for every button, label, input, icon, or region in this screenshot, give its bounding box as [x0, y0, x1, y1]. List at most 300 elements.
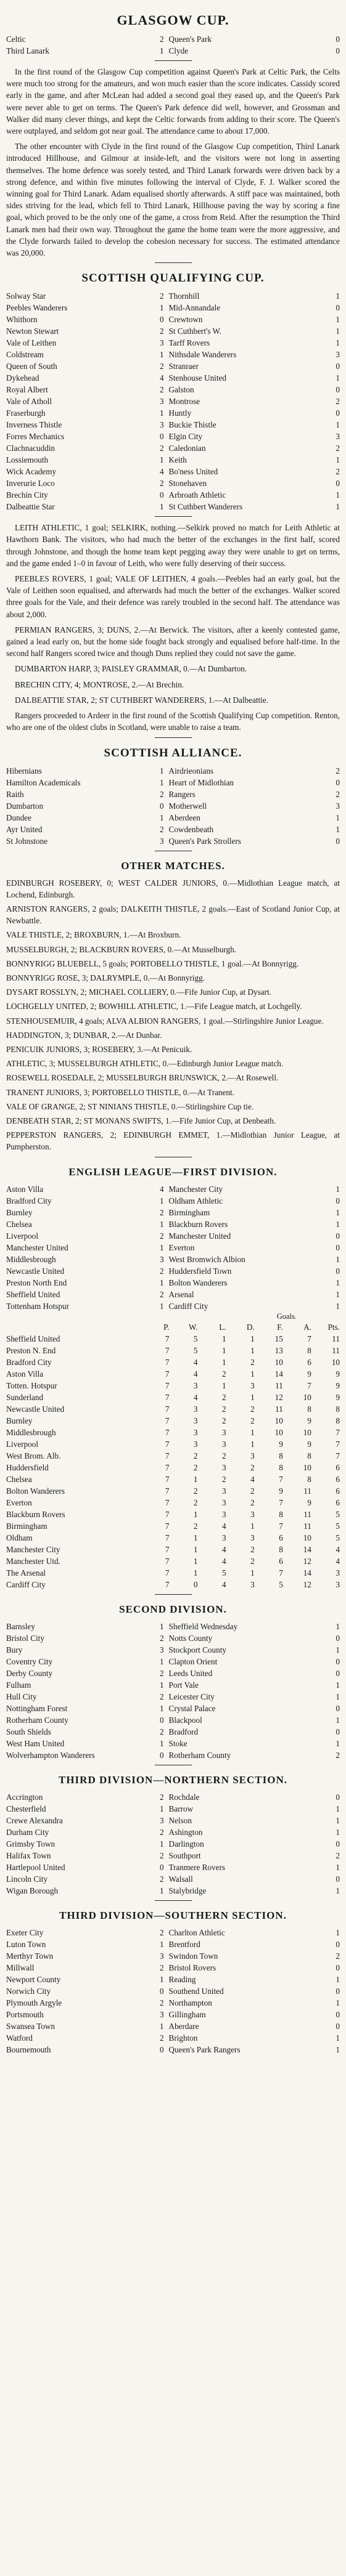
- won: 4: [193, 1369, 198, 1379]
- away-team: Walsall: [168, 1874, 193, 1884]
- away-score: 0: [336, 1939, 340, 1949]
- home-score: 0: [159, 801, 164, 811]
- third-south-heading: THIRD DIVISION—SOUTHERN SECTION.: [59, 1909, 287, 1921]
- home-team: St Johnstone: [6, 836, 48, 846]
- team-name: Huddersfield: [6, 1462, 49, 1472]
- team-name: Aston Villa: [6, 1369, 44, 1379]
- result-row: [6, 1183, 340, 1195]
- lost: 1: [222, 1334, 226, 1343]
- away-score: 1: [336, 1827, 340, 1837]
- goals-against: 10: [303, 1392, 311, 1402]
- result-row: [6, 1927, 340, 1938]
- away-team: Notts County: [168, 1633, 213, 1643]
- result-row: [6, 1656, 340, 1667]
- home-score: 2: [159, 1231, 164, 1241]
- won: 5: [193, 1345, 198, 1355]
- result-row: [6, 431, 340, 442]
- played: 7: [165, 1497, 170, 1507]
- result-row: [6, 788, 340, 800]
- away-team: Galston: [168, 385, 194, 395]
- league-table-row: [6, 1356, 340, 1368]
- home-score: 2: [159, 385, 164, 395]
- points: 9: [336, 1392, 340, 1402]
- home-team: Tottenham Hotspur: [6, 1301, 69, 1311]
- home-score: 1: [159, 1196, 164, 1205]
- league-table-row: [6, 1567, 340, 1579]
- lost: 4: [222, 1556, 226, 1566]
- away-score: 1: [336, 1278, 340, 1287]
- home-score: 1: [159, 1839, 164, 1849]
- away-team: Barrow: [168, 1804, 194, 1813]
- away-score: 0: [336, 1266, 340, 1276]
- played: 7: [165, 1439, 170, 1449]
- home-score: 2: [159, 1827, 164, 1837]
- result-row: [6, 1950, 340, 1962]
- away-score: 1: [336, 1621, 340, 1631]
- result-row: [6, 1873, 340, 1885]
- away-team: Bradford: [168, 1727, 199, 1736]
- won: 3: [193, 1427, 198, 1437]
- away-team: Arsenal: [168, 1289, 194, 1299]
- home-team: Millwall: [6, 1962, 35, 1972]
- home-score: 2: [159, 1668, 164, 1678]
- home-team: Portsmouth: [6, 2009, 44, 2019]
- goals-against: 7: [307, 1334, 311, 1343]
- home-score: 4: [159, 467, 164, 477]
- away-score: 1: [336, 824, 340, 834]
- league-table-row: [6, 1438, 340, 1450]
- result-row: [6, 33, 340, 45]
- home-team: Dundee: [6, 812, 32, 822]
- result-row: [6, 360, 340, 372]
- third-north-heading: THIRD DIVISION—NORTHERN SECTION.: [59, 1773, 287, 1786]
- points: 9: [336, 1380, 340, 1390]
- away-team: Blackpool: [168, 1715, 202, 1725]
- result-row: [6, 1838, 340, 1850]
- points: 3: [336, 1568, 340, 1578]
- points: 7: [336, 1451, 340, 1460]
- away-score: 0: [336, 408, 340, 418]
- drawn: 2: [250, 1486, 255, 1496]
- home-team: Merthyr Town: [6, 1951, 54, 1961]
- home-team: Lossiemouth: [6, 455, 49, 465]
- won: 1: [193, 1544, 198, 1554]
- away-team: Arbroath Athletic: [168, 490, 226, 500]
- played: 7: [165, 1509, 170, 1519]
- home-team: Celtic: [6, 34, 26, 44]
- points: 6: [336, 1474, 340, 1484]
- away-score: 1: [336, 1738, 340, 1748]
- result-row: [6, 1974, 340, 1985]
- drawn: 1: [250, 1392, 255, 1402]
- away-team: Rochdale: [168, 1792, 200, 1802]
- for-col-header: F.: [277, 1322, 283, 1332]
- home-score: 2: [159, 824, 164, 834]
- goals-column-label: Goals.: [276, 1311, 297, 1321]
- away-team: Leicester City: [168, 1691, 215, 1701]
- team-name: West Brom. Alb.: [6, 1451, 61, 1460]
- away-score: 0: [336, 362, 340, 371]
- drawn-col-header: D.: [246, 1322, 255, 1332]
- away-score: 3: [336, 350, 340, 360]
- goals-for: 5: [279, 1579, 283, 1589]
- lost: 4: [222, 1544, 226, 1554]
- alliance-heading: SCOTTISH ALLIANCE.: [104, 746, 242, 759]
- won: 4: [193, 1392, 198, 1402]
- result-row: [6, 442, 340, 454]
- home-score: 3: [159, 2009, 164, 2019]
- away-score: 1: [336, 1254, 340, 1264]
- away-score: 1: [336, 1289, 340, 1299]
- away-score: 0: [336, 1986, 340, 1996]
- home-team: Fraserburgh: [6, 408, 46, 418]
- away-score: 0: [336, 1839, 340, 1849]
- lost: 1: [222, 1345, 226, 1355]
- lost: 2: [222, 1404, 226, 1414]
- result-row: [6, 1265, 340, 1277]
- away-team: Montrose: [168, 397, 200, 407]
- league-table-row: [6, 1520, 340, 1532]
- lost: 3: [222, 1509, 226, 1519]
- team-name: Bolton Wanderers: [6, 1486, 65, 1496]
- league-table-row: [6, 1427, 340, 1438]
- won: 2: [193, 1497, 198, 1507]
- home-score: 0: [159, 2044, 164, 2054]
- home-team: Ayr United: [6, 824, 43, 834]
- home-team: Queen of South: [6, 362, 57, 371]
- report-paragraph: BRECHIN CITY, 4; MONTROSE, 2.—At Brechin.: [15, 679, 184, 689]
- drawn: 2: [250, 1462, 255, 1472]
- home-team: Sheffield United: [6, 1289, 60, 1299]
- goals-against: 11: [303, 1509, 311, 1519]
- team-name: Birmingham: [6, 1521, 47, 1531]
- drawn: 2: [250, 1556, 255, 1566]
- goals-for: 8: [279, 1509, 283, 1519]
- goals-against: 12: [303, 1556, 311, 1566]
- away-team: Stoke: [168, 1738, 187, 1748]
- away-team: Manchester City: [168, 1184, 223, 1194]
- home-score: 2: [159, 291, 164, 301]
- divider: [155, 60, 192, 61]
- league-table-row: [6, 1345, 340, 1356]
- home-score: 1: [159, 1219, 164, 1229]
- report-paragraph: LEITH ATHLETIC, 1 goal; SELKIRK, nothing.—Selkirk proved no match for Leith Athletic at Hawthorn Bank. The visitors, who had much the better of the exchanges in the first half, scored through Johnstone, and though the home team kept pegging away they were unable to get on terms, and the game ended 1–0 in favour of Leith, who were fully deserving of their success.: [6, 523, 340, 568]
- away-team: Tarff Rovers: [168, 338, 210, 348]
- away-score: 2: [336, 1750, 340, 1760]
- result-row: [6, 372, 340, 384]
- away-score: 1: [336, 1927, 340, 1937]
- home-team: Plymouth Argyle: [6, 1998, 62, 2007]
- home-team: Third Lanark: [6, 46, 49, 55]
- home-team: Lincoln City: [6, 1874, 48, 1884]
- result-row: [6, 337, 340, 349]
- away-team: Stenhouse United: [168, 373, 226, 383]
- away-score: 0: [336, 777, 340, 787]
- team-name: Sheffield United: [6, 1334, 60, 1343]
- away-score: 0: [336, 479, 340, 488]
- drawn: 1: [250, 1369, 255, 1379]
- away-team: Bo'ness United: [168, 467, 218, 477]
- league-table-row: [6, 1473, 340, 1485]
- away-score: 1: [336, 2033, 340, 2043]
- home-team: Durham City: [6, 1827, 49, 1837]
- report-paragraph: ROSEWELL ROSEDALE, 2; MUSSELBURGH BRUNSWICK, 2.—At Rosewell.: [6, 1073, 279, 1083]
- goals-for: 7: [279, 1474, 283, 1484]
- home-team: West Ham United: [6, 1738, 65, 1748]
- home-score: 1: [159, 1738, 164, 1748]
- league-table-row: [6, 1450, 340, 1462]
- away-team: Mid-Annandale: [168, 303, 221, 313]
- away-score: 0: [336, 1727, 340, 1736]
- league-table-row: [6, 1391, 340, 1403]
- glasgow-cup-results: [6, 33, 340, 57]
- goals-for: 13: [274, 1345, 283, 1355]
- first-division-heading: ENGLISH LEAGUE—FIRST DIVISION.: [68, 1165, 278, 1178]
- against-col-header: A.: [303, 1322, 311, 1332]
- home-team: Vale of Atholl: [6, 397, 52, 407]
- away-score: 1: [336, 1998, 340, 2007]
- goals-against: 14: [303, 1568, 311, 1578]
- first-division-table: [6, 1321, 340, 1590]
- played: 7: [165, 1544, 170, 1554]
- away-score: 1: [336, 2044, 340, 2054]
- away-score: 1: [336, 1885, 340, 1895]
- home-score: 2: [159, 1633, 164, 1643]
- divider: [155, 737, 192, 738]
- home-team: Watford: [6, 2033, 33, 2043]
- result-row: [6, 1803, 340, 1815]
- played: 7: [165, 1556, 170, 1566]
- away-score: 0: [336, 836, 340, 846]
- won: 3: [193, 1416, 198, 1425]
- second-division-results: [6, 1621, 340, 1761]
- report-paragraph: ATHLETIC, 3; MUSSELBURGH ATHLETIC, 0.—Edinburgh Junior League match.: [6, 1059, 284, 1069]
- report-paragraph: MUSSELBURGH, 2; BLACKBURN ROVERS, 0.—At Musselburgh.: [6, 944, 237, 954]
- league-table-row: [6, 1333, 340, 1345]
- away-team: St Cuthbert's W.: [168, 326, 222, 336]
- result-row: [6, 1714, 340, 1726]
- league-table-row: [6, 1462, 340, 1473]
- played: 7: [165, 1462, 170, 1472]
- goals-for: 8: [279, 1544, 283, 1554]
- home-score: 2: [159, 1289, 164, 1299]
- home-score: 2: [159, 1792, 164, 1802]
- away-team: St Cuthbert Wanderers: [168, 502, 243, 512]
- home-score: 3: [159, 397, 164, 407]
- drawn: 2: [250, 1497, 255, 1507]
- home-score: 2: [159, 326, 164, 336]
- home-team: Barnsley: [6, 1621, 35, 1631]
- goals-against: 10: [303, 1533, 311, 1542]
- goals-against: 10: [303, 1462, 311, 1472]
- report-paragraph: EDINBURGH ROSEBERY, 0; WEST CALDER JUNIORS, 0.—Midlothian League match, at Lochend, Edinburgh.: [6, 878, 340, 899]
- divider: [155, 1900, 192, 1901]
- home-score: 1: [159, 1703, 164, 1713]
- goals-for: 10: [274, 1416, 283, 1425]
- team-name: Liverpool: [6, 1439, 39, 1449]
- home-score: 0: [159, 1862, 164, 1872]
- goals-against: 9: [307, 1416, 311, 1425]
- home-team: Middlesbrough: [6, 1254, 56, 1264]
- away-score: 2: [336, 1850, 340, 1860]
- goals-against: 8: [307, 1345, 311, 1355]
- home-score: 3: [159, 1951, 164, 1961]
- home-team: Brechin City: [6, 490, 48, 500]
- away-team: Swindon Town: [168, 1951, 218, 1961]
- home-score: 1: [159, 812, 164, 822]
- result-row: [6, 1289, 340, 1300]
- away-team: Southend United: [168, 1986, 224, 1996]
- result-row: [6, 1985, 340, 1997]
- away-team: Motherwell: [168, 801, 207, 811]
- home-score: 3: [159, 338, 164, 348]
- home-score: 2: [159, 479, 164, 488]
- result-row: [6, 1667, 340, 1679]
- played: 7: [165, 1533, 170, 1542]
- glasgow-cup-report: [6, 66, 340, 259]
- home-team: Bristol City: [6, 1633, 44, 1643]
- away-score: 1: [336, 1815, 340, 1825]
- away-team: Heart of Midlothian: [168, 777, 234, 787]
- played-col-header: P.: [163, 1322, 170, 1332]
- home-score: 2: [159, 362, 164, 371]
- goals-for: 14: [274, 1369, 283, 1379]
- report-paragraph: ARNISTON RANGERS, 2 goals; DALKEITH THISTLE, 2 goals.—East of Scotland Junior Cup, at Newbattle.: [6, 904, 340, 926]
- goals-for: 6: [279, 1556, 283, 1566]
- home-team: Preston North End: [6, 1278, 67, 1287]
- home-score: 0: [159, 315, 164, 325]
- home-score: 1: [159, 1804, 164, 1813]
- lost: 3: [222, 1533, 226, 1542]
- away-team: Stockport County: [168, 1645, 226, 1655]
- away-team: Queen's Park: [168, 34, 212, 44]
- result-row: [6, 302, 340, 314]
- result-row: [6, 1230, 340, 1242]
- lost: 2: [222, 1451, 226, 1460]
- goals-for: 9: [279, 1439, 283, 1449]
- home-score: 0: [159, 432, 164, 442]
- points: 3: [336, 1579, 340, 1589]
- home-score: 3: [159, 420, 164, 430]
- points: 10: [331, 1357, 340, 1367]
- result-row: [6, 1195, 340, 1207]
- result-row: [6, 1749, 340, 1761]
- lost: 2: [222, 1416, 226, 1425]
- away-team: Caledonian: [168, 444, 206, 453]
- goals-against: 8: [307, 1404, 311, 1414]
- away-team: Birmingham: [168, 1207, 210, 1217]
- played: 7: [165, 1404, 170, 1414]
- home-team: Newport County: [6, 1974, 61, 1984]
- home-team: Crewe Alexandra: [6, 1815, 63, 1825]
- away-team: Brighton: [168, 2033, 198, 2043]
- report-paragraph: DYSART ROSSLYN, 2; MICHAEL COLLIERY, 0.—Fife Junior Cup, at Dysart.: [6, 987, 271, 997]
- goals-against: 6: [307, 1357, 311, 1367]
- second-division-heading: SECOND DIVISION.: [119, 1603, 227, 1615]
- away-score: 0: [336, 1874, 340, 1884]
- away-team: Sheffield Wednesday: [168, 1621, 238, 1631]
- away-score: 0: [336, 1656, 340, 1666]
- home-team: Hull City: [6, 1691, 37, 1701]
- result-row: [6, 407, 340, 419]
- team-col-header: [6, 1321, 141, 1333]
- won: 1: [193, 1568, 198, 1578]
- home-score: 0: [159, 1986, 164, 1996]
- report-paragraph: In the first round of the Glasgow Cup competition against Queen's Park at Celtic Park, the Celts were much too strong for the amateurs, and won much easier than the score indicates. Cassidy scored early in the game, and after McLean had added a second goal they eased up, and the Queen's Park were never able to get on terms. The Queen's Park defence did well, however, and Grossman and Walker did many clever things, and kept the Celtic forwards from adding to their score. The Queen's were outplayed, and seldom got near goal. The attendance came to about 17,000.: [6, 67, 340, 136]
- away-team: Blackburn Rovers: [168, 1219, 228, 1229]
- away-team: Elgin City: [168, 432, 203, 442]
- away-team: Rotherham County: [168, 1750, 231, 1760]
- drawn: 2: [250, 1404, 255, 1414]
- goals-against: 9: [307, 1497, 311, 1507]
- home-score: 3: [159, 836, 164, 846]
- lost: 4: [222, 1521, 226, 1531]
- result-row: [6, 1861, 340, 1873]
- points: 8: [336, 1416, 340, 1425]
- home-score: 1: [159, 777, 164, 787]
- divider: [155, 1594, 192, 1595]
- won: 0: [193, 1579, 198, 1589]
- away-score: 1: [336, 291, 340, 301]
- result-row: [6, 314, 340, 325]
- won: 3: [193, 1404, 198, 1414]
- team-name: Preston N. End: [6, 1345, 56, 1355]
- away-score: 1: [336, 373, 340, 383]
- lost: 2: [222, 1392, 226, 1402]
- home-score: 1: [159, 1939, 164, 1949]
- away-team: Stalybridge: [168, 1885, 207, 1895]
- drawn: 1: [250, 1334, 255, 1343]
- report-paragraph: BONNYRIGG BLUEBELL, 5 goals; PORTOBELLO THISTLE, 1 goal.—At Bonnyrigg.: [6, 958, 299, 968]
- home-score: 2: [159, 1266, 164, 1276]
- league-table-row: [6, 1555, 340, 1567]
- away-team: Nithsdale Wanderers: [168, 350, 237, 360]
- other-matches-heading: OTHER MATCHES.: [121, 859, 225, 872]
- result-row: [6, 1885, 340, 1897]
- qualifying-cup-report: [6, 522, 340, 733]
- away-team: Tranmere Rovers: [168, 1862, 225, 1872]
- drawn: 2: [250, 1416, 255, 1425]
- away-score: 0: [336, 1962, 340, 1972]
- league-table-row: [6, 1544, 340, 1555]
- away-score: 1: [336, 1207, 340, 1217]
- team-name: Blackburn Rovers: [6, 1509, 65, 1519]
- goals-against: 12: [303, 1579, 311, 1589]
- goals-for: 12: [274, 1392, 283, 1402]
- away-team: Darlington: [168, 1839, 204, 1849]
- drawn: 1: [250, 1345, 255, 1355]
- away-score: 0: [336, 1242, 340, 1252]
- home-score: 1: [159, 455, 164, 465]
- team-name: Oldham: [6, 1533, 33, 1542]
- away-team: Clapton Orient: [168, 1656, 218, 1666]
- away-score: 1: [336, 1715, 340, 1725]
- league-table-row: [6, 1485, 340, 1497]
- home-team: Dykehead: [6, 373, 39, 383]
- won: 2: [193, 1451, 198, 1460]
- goals-for: 9: [279, 1486, 283, 1496]
- home-team: Newcastle United: [6, 1266, 65, 1276]
- home-score: 1: [159, 1885, 164, 1895]
- home-team: Forres Mechanics: [6, 432, 65, 442]
- away-team: Everton: [168, 1242, 195, 1252]
- won: 2: [193, 1521, 198, 1531]
- played: 7: [165, 1474, 170, 1484]
- result-row: [6, 1679, 340, 1691]
- team-name: Everton: [6, 1497, 32, 1507]
- result-row: [6, 2009, 340, 2020]
- report-paragraph: DUMBARTON HARP, 3; PAISLEY GRAMMAR, 0.—At Dumbarton.: [15, 664, 247, 674]
